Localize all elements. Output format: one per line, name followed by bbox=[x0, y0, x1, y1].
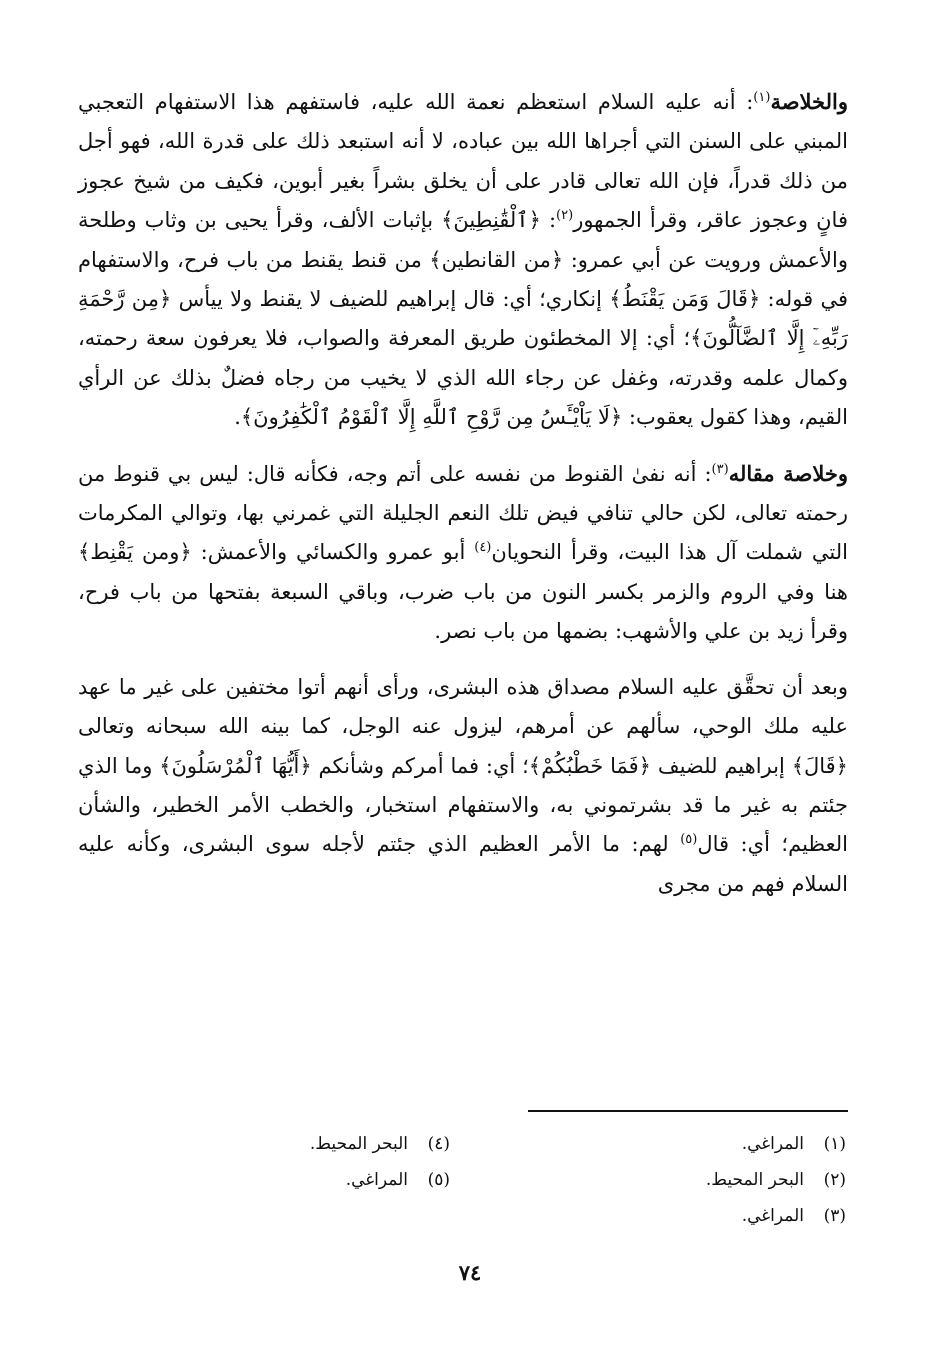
text-run: لهم: ما الأمر العظيم الذي جئتم لأجله سوى البشرى، وكأنه عليه السلام فهم من مجرى bbox=[78, 832, 848, 896]
text-run: ؛ أي: إلا المخطئون طريق المعرفة والصواب، فلا يعرفون سعة رحمته، وكمال علمه وقدرته، وغفل عن رجاء الله الذي لا يخيب من رجاه فضلٌ بذلك عن الرأي القيم، وهذا كقول يعقوب: bbox=[78, 326, 849, 430]
text-run: من قنط يقنط من باب فرح، والاستفهام في قوله: bbox=[78, 247, 848, 312]
quran-verse: ﴿قَالَ﴾ bbox=[791, 753, 848, 778]
quran-verse: ﴿ٱلْقَٰنِطِينَ﴾ bbox=[441, 208, 541, 233]
footnote-number: (٢) bbox=[823, 1170, 846, 1190]
paragraph bbox=[78, 668, 848, 904]
footnote-ref: (٥) bbox=[680, 832, 698, 848]
footnote bbox=[676, 1162, 846, 1198]
footnote-number: (١) bbox=[823, 1134, 846, 1154]
footnote-separator bbox=[528, 1110, 848, 1112]
main-text bbox=[78, 82, 848, 904]
text-run: : أنه عليه السلام استعظم نعمة الله عليه، فاستفهم هذا الاستفهام التعجبي المبني على السنن التي أجراها الله بين عباده، لا أنه استبعد ذلك على قدرة الله، فهو أجل من ذلك قدراً، فإن الله تعالى قادر على أن يخلق بشراً بغير أبوين، فكيف من شيخ عجوز فانٍ وعجوز عاقر، وقرأ الجمهور bbox=[78, 90, 848, 233]
footnote bbox=[676, 1198, 846, 1234]
footnote-ref: (٤) bbox=[474, 540, 492, 556]
quran-verse: ﴿قَالَ وَمَن يَقْنَطُ﴾ bbox=[609, 287, 761, 312]
footnote-text: المراغي. bbox=[741, 1206, 804, 1226]
footnote-ref: (٢) bbox=[556, 208, 574, 224]
text-run: . bbox=[234, 405, 241, 430]
footnote-text: المراغي. bbox=[345, 1170, 408, 1190]
quran-verse: ﴿من القانطين﴾ bbox=[429, 247, 564, 272]
quran-verse: ﴿فَمَا خَطْبُكُمْ﴾ bbox=[528, 753, 651, 778]
text-run: بإثبات الألف، وقرأ يحيى بن وثاب وطلحة والأعمش ورويت عن أبي عمرو: bbox=[78, 208, 848, 272]
quran-verse: ﴿مِن رَّحْمَةِ رَبِّهِۦٓ إِلَّا ٱلضَّآلُّونَ﴾ bbox=[78, 287, 848, 351]
quran-verse: ﴿لَا يَاْيْـَٔسُ مِن رَّوْحِ ٱللَّهِ إِلَّا ٱلْقَوْمُ ٱلْكَٰفِرُونَ﴾ bbox=[240, 405, 623, 430]
footnote-ref: (٣) bbox=[711, 461, 729, 477]
page-number: ٧٤ bbox=[458, 1260, 482, 1285]
footnote-ref: (١) bbox=[753, 90, 771, 105]
text-run: : أنه نفىٰ القنوط من نفسه على أتم وجه، فكأنه قال: ليس بي قنوط من رحمته تعالى، لكن حالي تنافي فيض تلك النعم الجليلة التي غمرني بها، وتوالي المكرمات التي شملت آل هذا البيت، وقرأ النحويان bbox=[78, 461, 848, 565]
quran-verse: ﴿ومن يَقْنِط﴾ bbox=[78, 540, 192, 565]
footnote bbox=[676, 1126, 846, 1162]
paragraph bbox=[78, 82, 848, 438]
footnote bbox=[270, 1126, 450, 1162]
text-run: : bbox=[540, 208, 557, 233]
paragraph bbox=[78, 454, 848, 652]
text-run: أبو عمرو والكسائي والأعمش: bbox=[191, 540, 475, 565]
footnote-number: (٣) bbox=[823, 1206, 846, 1226]
footnote bbox=[270, 1162, 450, 1198]
text-run: هنا وفي الروم والزمر بكسر النون من باب ضرب، وباقي السبعة بفتحها من باب فرح، وقرأ زيد بن علي والأشهب: بضمها من باب نصر. bbox=[78, 579, 848, 644]
paragraph-lead: وخلاصة مقاله bbox=[728, 460, 848, 486]
footnotes-column-left bbox=[270, 1126, 450, 1198]
footnote-text: البحر المحيط. bbox=[705, 1170, 804, 1190]
footnote-number: (٥) bbox=[427, 1170, 450, 1190]
text-run: وما الذي جئتم به غير ما قد بشرتموني به، والاستفهام استخبار، والخطب الأمر الخطير، والشأن العظيم؛ أي: قال bbox=[78, 753, 848, 857]
footnote-text: البحر المحيط. bbox=[309, 1134, 408, 1154]
text-run: وبعد أن تحقَّق عليه السلام مصداق هذه البشرى، ورأى أنهم أتوا مختفين على غير ما عهد عليه ملك الوحي، سألهم عن أمرهم، ليزول عنه الوجل، كما بينه الله سبحانه وتعالى bbox=[78, 674, 848, 739]
footnotes-column-right bbox=[676, 1126, 846, 1234]
footnote-text: المراغي. bbox=[741, 1134, 804, 1154]
text-run: إبراهيم للضيف bbox=[650, 753, 792, 778]
text-run: ؛ أي: فما أمركم وشأنكم bbox=[311, 753, 529, 778]
quran-verse: ﴿أَيُّهَا ٱلْمُرْسَلُونَ﴾ bbox=[159, 753, 312, 778]
text-run: إنكاري؛ أي: قال إبراهيم للضيف لا يقنط ولا ييأس bbox=[171, 287, 610, 312]
footnote-number: (٤) bbox=[427, 1134, 450, 1154]
paragraph-lead: والخلاصة bbox=[770, 89, 848, 114]
